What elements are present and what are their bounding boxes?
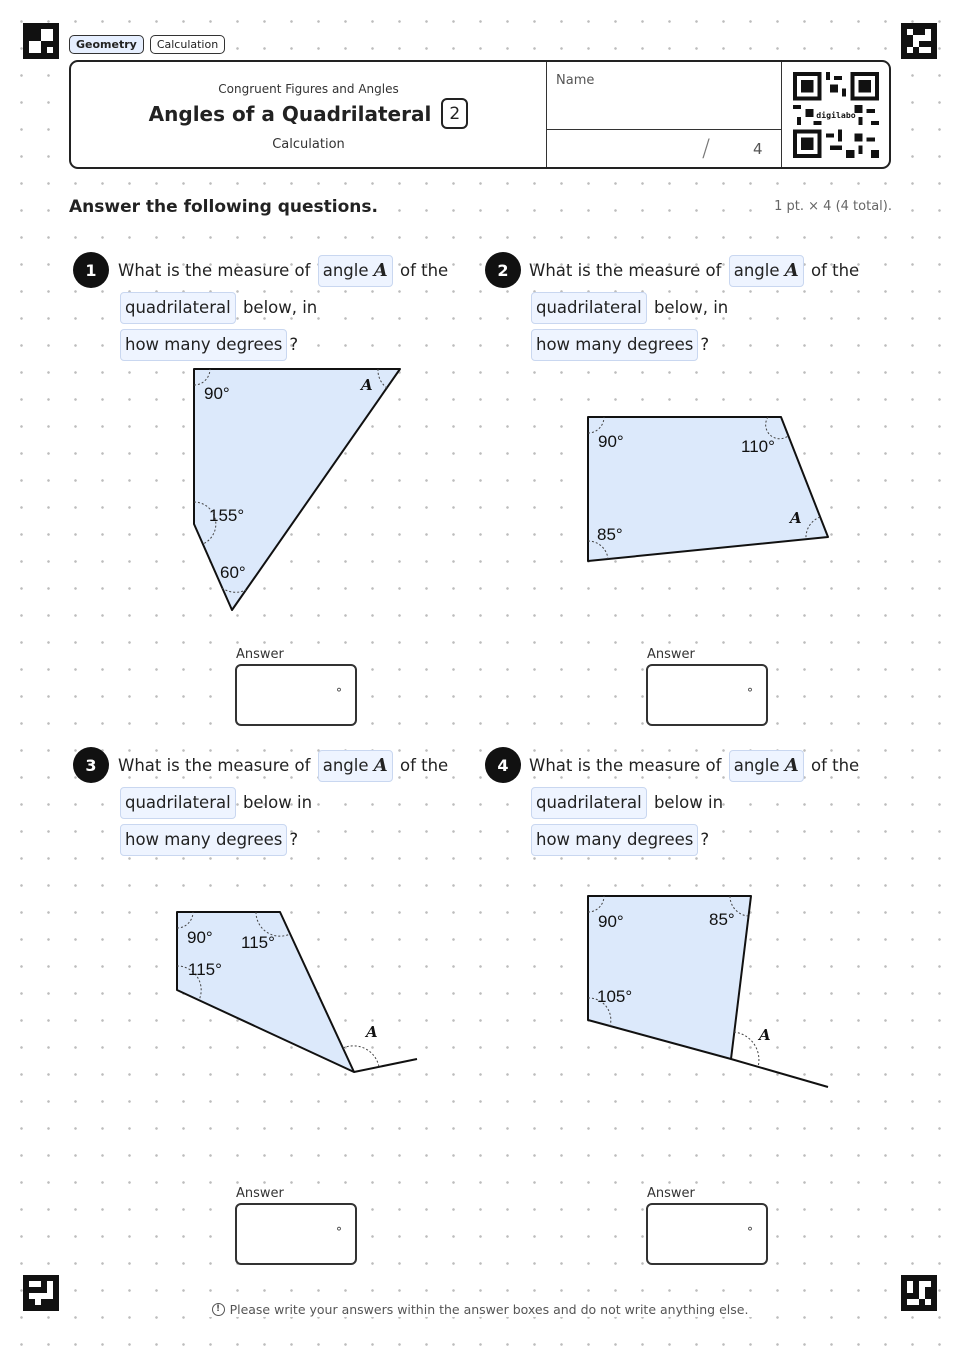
term-quadrilateral: quadrilateral	[531, 292, 647, 324]
q4-angle-label-90: 90°	[598, 912, 624, 931]
term-quadrilateral: quadrilateral	[120, 787, 236, 819]
question-1-answer-label: Answer	[236, 647, 284, 662]
q3-angle-label-a: A	[366, 1023, 378, 1041]
degree-unit: °	[336, 1225, 342, 1239]
q4-angle-label-a: A	[759, 1026, 771, 1044]
q4-angle-label-105: 105°	[597, 987, 633, 1006]
term-angle-a: angle A	[729, 255, 804, 287]
name-label: Name	[556, 73, 595, 88]
term-angle-a: angle A	[318, 750, 393, 782]
q1-angle-label-90: 90°	[204, 384, 230, 403]
instruction-text: Answer the following questions.	[69, 197, 382, 217]
question-3-number: 3	[73, 747, 109, 783]
q4-angle-label-85: 85°	[709, 910, 735, 929]
q2-angle-label-90: 90°	[598, 432, 624, 451]
score-slash: /	[702, 134, 711, 162]
term-how-many-degrees: how many degrees	[531, 824, 698, 856]
degree-unit: °	[747, 1225, 753, 1239]
question-2-text: What is the measure of angle A of the quadrilateral below, in how many degrees ?	[529, 252, 879, 363]
info-icon: !	[212, 1303, 225, 1316]
question-4-text: What is the measure of angle A of the quadrilateral below in how many degrees ?	[529, 747, 879, 858]
question-4-number: 4	[485, 747, 521, 783]
q3-angle-label-90: 90°	[187, 928, 213, 947]
header-category: Calculation	[272, 137, 345, 152]
worksheet-number-badge: 2	[441, 98, 468, 129]
term-quadrilateral: quadrilateral	[120, 292, 236, 324]
footer-note	[0, 1299, 960, 1317]
question-1-number: 1	[73, 252, 109, 288]
q1-angle-label-155: 155°	[209, 506, 245, 525]
question-4-answer-label: Answer	[647, 1186, 695, 1201]
question-4-answer-box[interactable]	[646, 1203, 768, 1265]
q1-angle-label-60: 60°	[220, 563, 246, 582]
page-title: Angles of a Quadrilateral	[148, 101, 432, 126]
footer-text: Please write your answers within the answer boxes and do not write anything else.	[229, 1301, 749, 1317]
tag-geometry: Geometry	[69, 35, 144, 54]
term-quadrilateral: quadrilateral	[531, 787, 647, 819]
question-3-text: What is the measure of angle A of the quadrilateral below in how many degrees ?	[118, 747, 468, 858]
term-angle-a: angle A	[318, 255, 393, 287]
q2-angle-label-85: 85°	[597, 525, 623, 544]
degree-unit: °	[336, 686, 342, 700]
q3-angle-label-115-top: 115°	[241, 933, 275, 952]
term-how-many-degrees: how many degrees	[531, 329, 698, 361]
q1-angle-label-a: A	[361, 376, 373, 394]
term-angle-a: angle A	[729, 750, 804, 782]
score-total: 4	[753, 140, 763, 158]
tag-calculation: Calculation	[150, 35, 225, 54]
points-note: 1 pt. × 4 (4 total).	[771, 199, 892, 214]
term-how-many-degrees: how many degrees	[120, 824, 287, 856]
q2-angle-label-110: 110°	[741, 437, 775, 456]
question-1-text: What is the measure of angle A of the quadrilateral below, in how many degrees ?	[118, 252, 468, 363]
header-subtitle: Congruent Figures and Angles	[218, 82, 399, 96]
qr-caption: digilabo	[816, 109, 856, 120]
q2-angle-label-a: A	[790, 509, 802, 527]
question-3-answer-label: Answer	[236, 1186, 284, 1201]
degree-unit: °	[747, 686, 753, 700]
term-how-many-degrees: how many degrees	[120, 329, 287, 361]
question-2-number: 2	[485, 252, 521, 288]
question-2-answer-label: Answer	[647, 647, 695, 662]
q3-angle-label-115-left: 115°	[188, 960, 222, 979]
